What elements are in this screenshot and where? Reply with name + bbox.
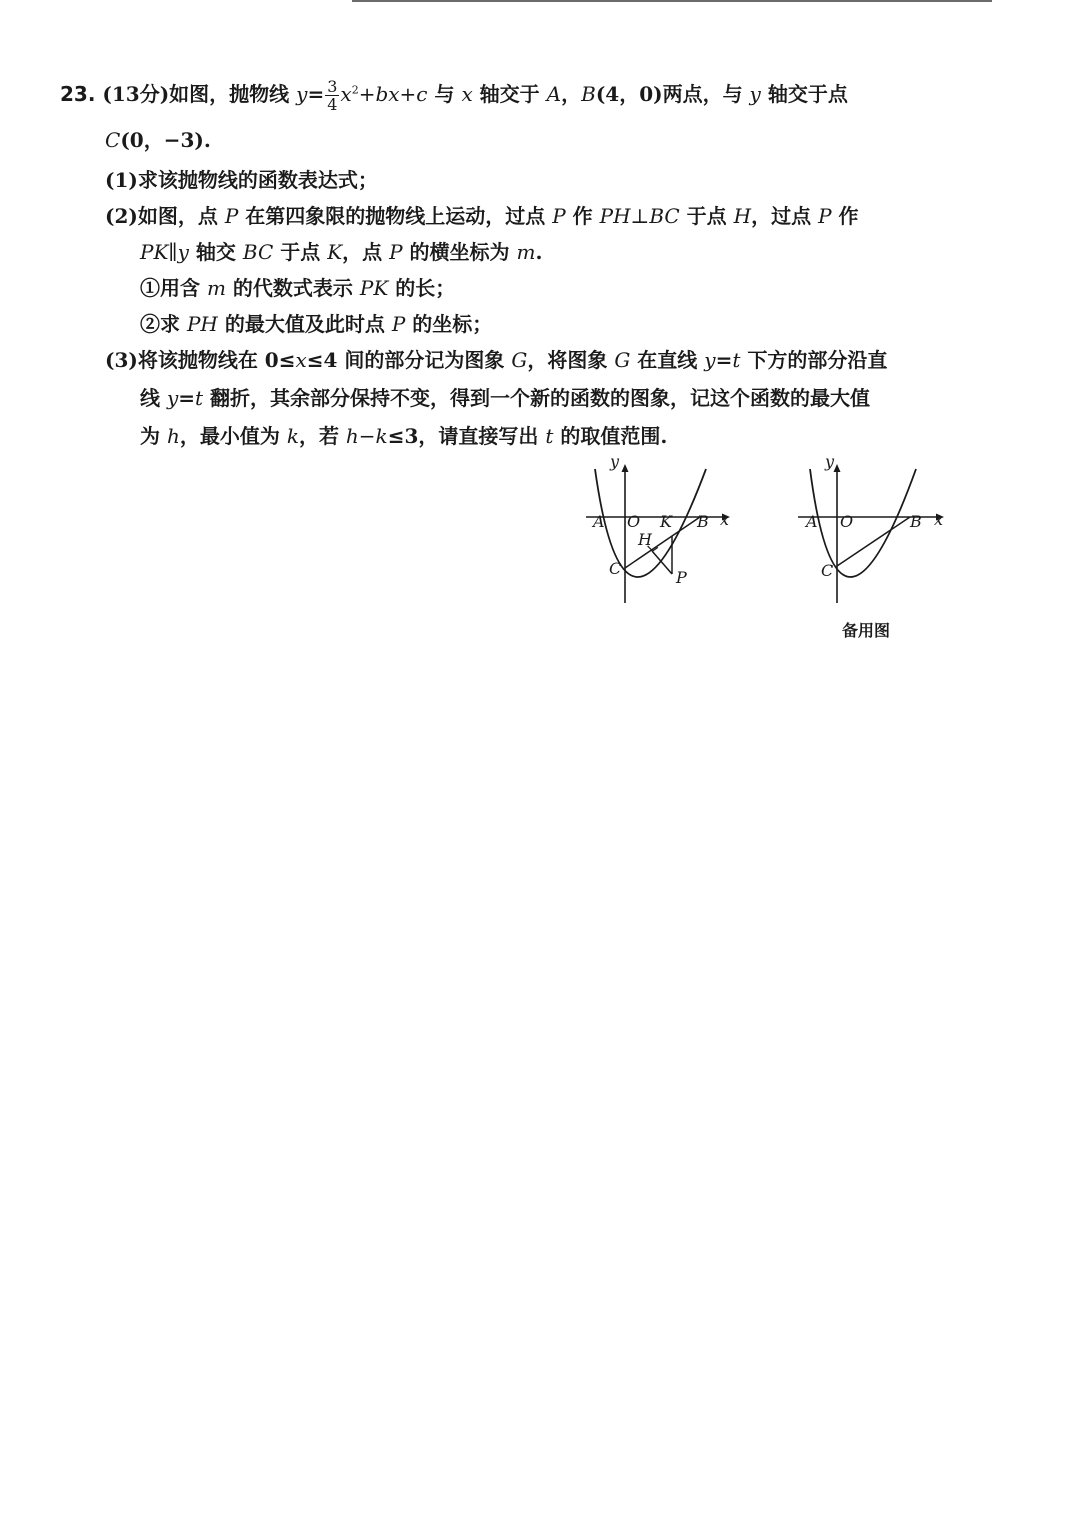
label-b: B <box>910 512 922 531</box>
variable-t: t <box>732 348 741 372</box>
point-h: H <box>733 204 752 228</box>
math-y: y <box>166 386 179 410</box>
part-2-text: ，过点 <box>751 204 819 228</box>
equals-sign: = <box>307 82 325 106</box>
part-2-text: (2)如图，点 <box>105 204 225 228</box>
part-3-line-1 <box>105 342 887 378</box>
math-pk-parallel-y: PK∥y <box>140 240 189 264</box>
graph-g: G <box>511 348 528 372</box>
point-p: P <box>818 204 832 228</box>
point-c-coords: (0，−3). <box>120 128 211 152</box>
part-3-text: 翻折，其余部分保持不变，得到一个新的函数的图象，记这个函数的最大值 <box>203 386 871 410</box>
math-x: x <box>461 82 473 106</box>
part-3-line-3 <box>140 418 667 454</box>
fraction-three-quarters <box>325 78 339 113</box>
sub-question-1 <box>140 270 455 306</box>
math-y: y <box>296 82 308 106</box>
variable-h: h <box>166 424 180 448</box>
intro-text: (13分)如图，抛物线 <box>102 82 297 106</box>
math-y: y <box>749 82 761 106</box>
segment-pk: PK <box>359 276 389 300</box>
segment-ph <box>652 551 672 574</box>
exponent: 2 <box>351 83 359 97</box>
label-k: K <box>660 512 672 531</box>
sub-1-text: 的代数式表示 <box>225 276 360 300</box>
math-bx-c: +bx+c <box>358 82 428 106</box>
point-p: P <box>391 312 406 336</box>
part-2-line-1 <box>105 198 859 234</box>
segment-ph: PH <box>186 312 218 336</box>
part-3-line-2 <box>140 380 870 416</box>
part-2-text: 于点 <box>679 204 734 228</box>
variable-m: m <box>206 276 226 300</box>
part-3-text: 在直线 <box>630 348 705 372</box>
equals-sign: = <box>715 348 733 372</box>
comma: ， <box>561 82 582 106</box>
label-c: C <box>821 561 834 580</box>
part-1 <box>105 162 378 198</box>
part-2-text: 作 <box>565 204 600 228</box>
part-3-text: 下方的部分沿直 <box>740 348 888 372</box>
part-2-text: 在第四象限的抛物线上运动，过点 <box>238 204 553 228</box>
label-h: H <box>638 530 652 549</box>
part-3-text: 线 <box>140 386 167 410</box>
label-a: A <box>593 512 605 531</box>
sub-2-text: 的坐标； <box>405 312 493 336</box>
intro-text: 与 <box>427 82 462 106</box>
part-3-text: (3)将该抛物线在 0≤ <box>105 348 296 372</box>
part-2-text: 轴交 <box>188 240 243 264</box>
figure-1 <box>580 455 740 605</box>
math-x: x <box>340 82 352 106</box>
variable-k: k <box>286 424 299 448</box>
sub-2-text: 的最大值及此时点 <box>217 312 392 336</box>
part-2-text: 作 <box>831 204 859 228</box>
point-b: B <box>581 82 596 106</box>
figure-2-spare <box>792 455 952 605</box>
part-2-text: 于点 <box>273 240 328 264</box>
equals-sign: = <box>178 386 196 410</box>
part-3-text: 的取值范围. <box>553 424 668 448</box>
question-line-2 <box>105 122 211 158</box>
segment-bc: BC <box>242 240 274 264</box>
part-2-text: 的横坐标为 <box>402 240 517 264</box>
graph-g: G <box>614 348 631 372</box>
fraction-numerator: 3 <box>327 77 338 96</box>
point-p: P <box>224 204 239 228</box>
sub-question-2 <box>140 306 492 342</box>
question-line-1 <box>60 76 848 113</box>
label-o: O <box>627 512 641 531</box>
math-y: y <box>704 348 716 372</box>
label-p: P <box>676 568 687 587</box>
sub-1-text: 的长； <box>388 276 456 300</box>
part-3-text: ≤4 间的部分记为图象 <box>306 348 512 372</box>
point-p: P <box>552 204 566 228</box>
intro-text: (4，0)两点，与 <box>595 82 750 106</box>
point-a: A <box>546 82 562 106</box>
part-2-text: ，点 <box>342 240 390 264</box>
part-1-text: (1)求该抛物线的函数表达式； <box>105 168 378 192</box>
label-y: y <box>610 455 620 471</box>
label-o: O <box>840 512 854 531</box>
part-2-line-2 <box>140 234 542 270</box>
y-axis-arrow <box>622 464 629 472</box>
math-ph-perp-bc: PH⊥BC <box>599 204 680 228</box>
question-number: 23. <box>60 82 96 106</box>
part-3-text: ，若 <box>298 424 346 448</box>
sub-1-text: ①用含 <box>140 276 207 300</box>
top-rule <box>352 0 992 2</box>
part-3-text: ≤3，请直接写出 <box>387 424 546 448</box>
intro-text: 轴交于 <box>472 82 547 106</box>
label-b: B <box>697 512 709 531</box>
label-x: x <box>720 510 730 529</box>
y-axis-arrow <box>834 464 841 472</box>
label-a: A <box>806 512 818 531</box>
variable-t: t <box>195 386 204 410</box>
intro-text: 轴交于点 <box>760 82 848 106</box>
label-c: C <box>609 559 622 578</box>
point-p: P <box>389 240 403 264</box>
figure-2-caption: 备用图 <box>842 621 891 640</box>
variable-t: t <box>545 424 554 448</box>
sub-2-text: ②求 <box>140 312 187 336</box>
part-3-text: ，将图象 <box>527 348 615 372</box>
fraction-denominator: 4 <box>327 95 338 114</box>
point-c: C <box>105 128 121 152</box>
part-3-text: 为 <box>140 424 167 448</box>
variable-m: m <box>516 240 536 264</box>
label-x: x <box>934 510 944 529</box>
period: . <box>535 240 543 264</box>
math-x: x <box>295 348 307 372</box>
math-h-minus-k: h−k <box>345 424 388 448</box>
part-3-text: ，最小值为 <box>179 424 287 448</box>
point-k: K <box>327 240 343 264</box>
label-y: y <box>825 455 835 471</box>
